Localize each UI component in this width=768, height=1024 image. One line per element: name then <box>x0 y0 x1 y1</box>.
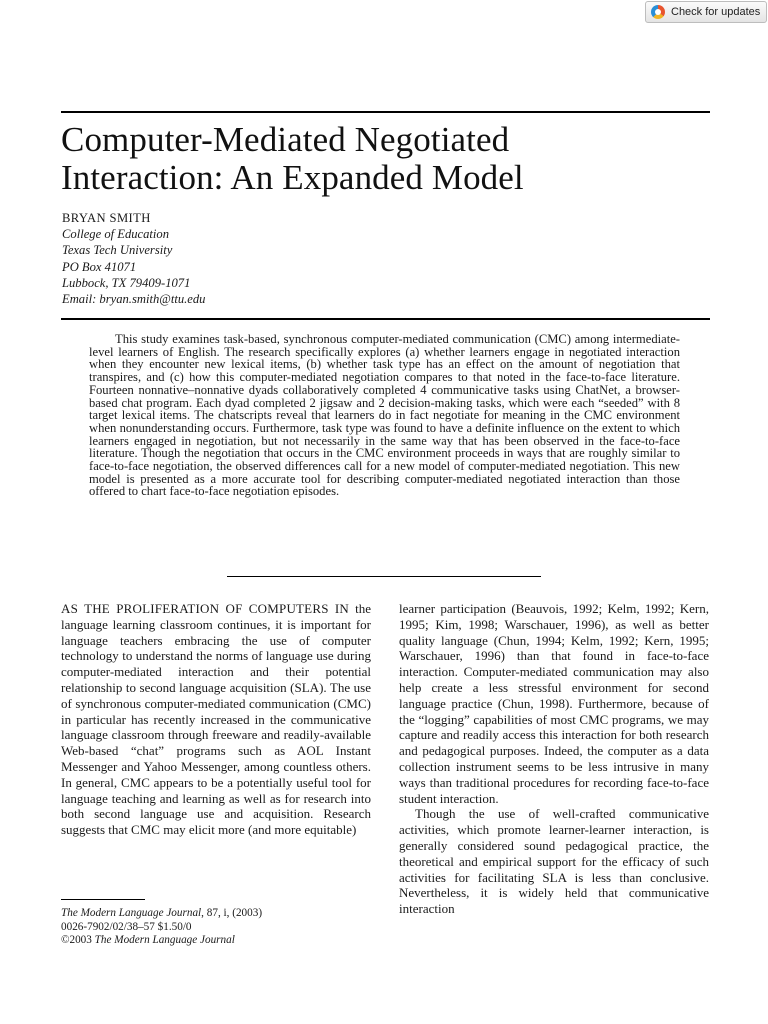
check-for-updates-button[interactable] <box>645 1 767 23</box>
affiliation-city: Lubbock, TX 79409-1071 <box>62 275 191 290</box>
footnote-rule <box>61 899 145 900</box>
author-block <box>62 210 205 307</box>
crossmark-icon <box>651 5 665 19</box>
author-name: BRYAN SMITH <box>62 211 151 225</box>
article-title <box>61 121 524 197</box>
affiliation-university: Texas Tech University <box>62 243 173 258</box>
affiliation-college: College of Education <box>62 227 170 242</box>
footnote-copyright-journal: The Modern Language Journal <box>94 934 235 947</box>
abstract: This study examines task-based, synchronous computer-mediated communication (CMC) among intermediate-level learners of English. The research specifically explores (a) whether learners engage in negotiated interaction when they encounter new lexical items, (b) whether task type has an effect on the amount of negotiation that transpires, and (c) how this computer-mediated negotiation compares to that noted in the face-to-face literature. Fourteen nonnative–nonnative dyads collaboratively completed 4 communicative tasks using ChatNet, a browser-based chat program. Each dyad completed 2 jigsaw and 2 decision-making tasks, which were each “seeded” with 8 target lexical items. The chatscripts reveal that learners do in fact negotiate for meaning in the CMC environment when nonunderstanding occurs. Furthermore, task type was found to have a definite influence on the extent to which learners engaged in negotiation, but not necessarily in the same way that has been observed in the face-to-face literature. Though the negotiation that occurs in the CMC environment proceeds in ways that are roughly similar to face-to-face negotiation, the observed differences call for a new model of computer-mediated negotiation. This new model is presented as a more accurate tool for describing computer-mediated negotiated interaction than those offered to chart face-to-face negotiation episodes. <box>89 332 680 499</box>
check-for-updates-label: Check for updates <box>671 6 761 18</box>
abstract-bottom-rule <box>227 576 541 577</box>
affiliation-email: Email: bryan.smith@ttu.edu <box>62 292 206 307</box>
footnote-volume: , 87, i, (2003) <box>201 907 263 919</box>
footnote-journal: The Modern Language Journal <box>61 907 202 919</box>
lead-caps: AS THE PROLIFERATION OF COMPUTERS IN <box>61 601 350 616</box>
body-column-right <box>399 601 709 917</box>
top-rule <box>61 111 710 113</box>
body-right-paragraph-2: Though the use of well-crafted communicative activities, which promote learner-learner interaction, is generally considered sound pedagogical practice, the theoretical and empirical support for the efficacy of such activities for facilitating SLA is less than conclusive. Nevertheless, it is widely held that communicative interaction <box>399 806 709 917</box>
title-line-1: Computer-Mediated Negotiated <box>61 120 510 159</box>
footnote-copyright-prefix: ©2003 <box>61 934 95 947</box>
title-line-2: Interaction: An Expanded Model <box>61 158 524 197</box>
affiliation-po-box: PO Box 41071 <box>62 259 137 274</box>
abstract-top-rule <box>61 318 710 320</box>
footnote <box>61 907 262 948</box>
body-left-text: the language learning classroom continues, it is important for language teachers embracing the use of computer technology to understand the norms of language use during computer-mediated interaction and their potential relationship to second language acquisition (SLA). The use of synchronous computer-mediated communication (CMC) in particular has recently increased in the communicative language classroom through freeware and readily-available Web-based “chat” programs such as AOL Instant Messenger and Yahoo Messenger, among countless others. In general, CMC appears to be a potentially useful tool for language teaching and learning as well as for research into both second language use and acquisition. Research suggests that CMC may elicit more (and more equitable) <box>61 601 371 838</box>
footnote-issn: 0026-7902/02/38–57 $1.50/0 <box>61 920 192 933</box>
body-right-paragraph-1: learner participation (Beauvois, 1992; Kelm, 1992; Kern, 1995; Kim, 1998; Warschauer, 1996), as well as better quality language (Chun, 1994; Kelm, 1992; Kern, 1995; Warschauer, 1996) than that found in face-to-face interaction. Computer-mediated communication may also help create a less stressful environment for second language practice (Chun, 1998). Furthermore, because of the “logging” capabilities of most CMC programs, we may capture and readily access this interaction for both research and pedagogical purposes. Indeed, the computer as a data collection instrument seems to be less intrusive in many ways than traditional procedures for recording face-to-face student interaction. <box>399 601 709 806</box>
body-column-left <box>61 601 371 838</box>
